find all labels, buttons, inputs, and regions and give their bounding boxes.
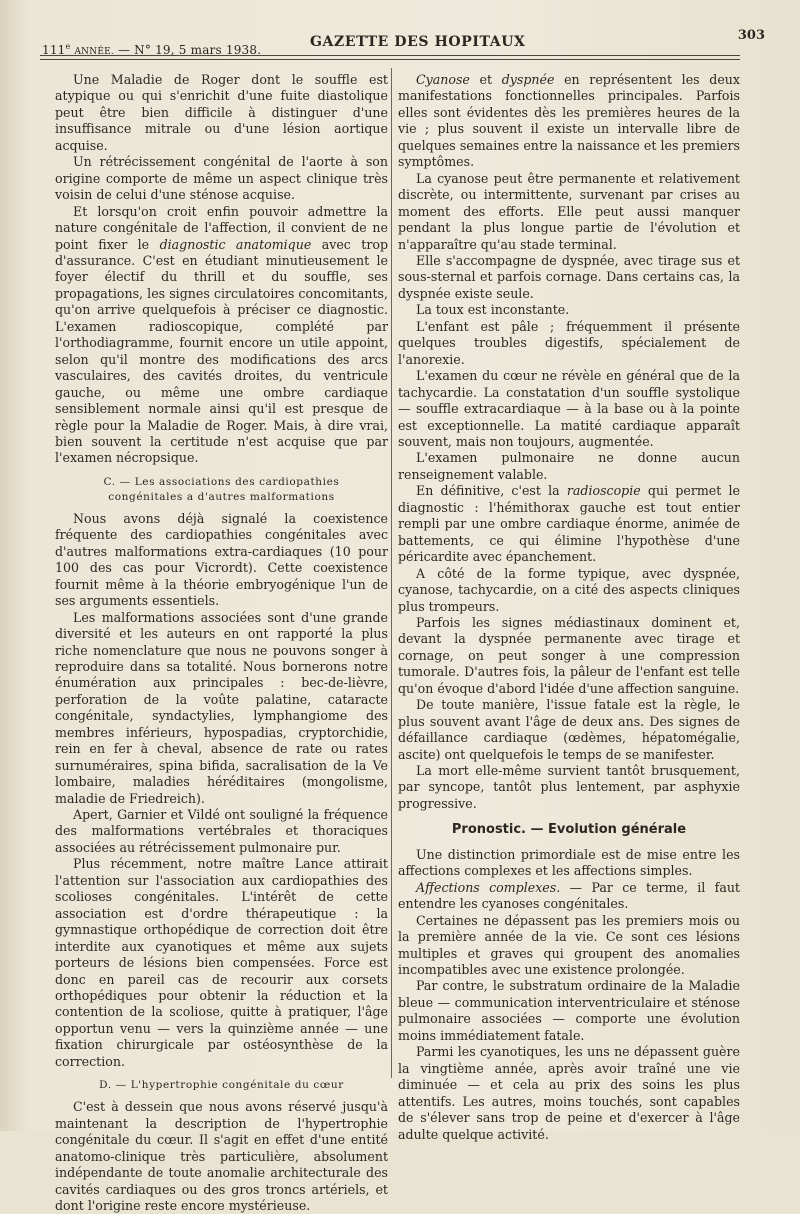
left-column (55, 72, 388, 1214)
paragraph: L'enfant est pâle ; fréquemment il présente quelques troubles digestifs, spécialement de l'anorexie. (398, 318, 740, 367)
journal-title: GAZETTE DES HOPITAUX (310, 34, 526, 50)
paragraph (398, 880, 740, 913)
page-number: 303 (737, 28, 765, 43)
paragraph: Apert, Garnier et Vildé ont souligné la fréquence des malformations vertébrales et thoraciques associées au rétrécissement pulmonaire pur. (55, 807, 388, 855)
emphasis: radioscopie (566, 483, 641, 499)
paragraph: Certaines ne dépassent pas les premiers mois ou la première année de la vie. Ce sont ces lésions multiples et graves qui groupent des anomalies incompatibles avec une existence prolongée. (398, 912, 740, 978)
paragraph: Par contre, le substratum ordinaire de la Maladie bleue — communication interventriculaire et sténose pulmonaire associées — comporte une évolution moins immédiatement fatale. (398, 978, 740, 1043)
text-run: Et lorsqu'on croit enfin pouvoir admettre la nature congénitale de l'affection, il convient de ne point fixer le (55, 203, 388, 252)
section-heading: Pronostic. — Evolution générale (451, 822, 687, 838)
paragraph: Une distinction primordiale est de mise entre les affections complexes et les affections simples. (398, 846, 740, 879)
text-run: en représentent les deux manifestations fonctionnelles principales. Parfois elles sont évidentes dès les premières heures de la vie ; plus souvent il existe un intervalle libre de quelques semaines entre la naissance et les premiers symptômes. (398, 72, 740, 170)
emphasis: Cyanose (416, 72, 470, 87)
section-title-line: C. — Les associations des cardiopathies (103, 475, 340, 488)
issue-date: — N° 19, 5 mars 1938. (117, 43, 262, 57)
paragraph: Parfois les signes médiastinaux dominent et, devant la dyspnée permanente avec tirage et cornage, on peut songer à une compression tumorale. D'autres fois, la pâleur de l'enfant est telle qu'on évoque d'abord l'idée d'une affection sanguine. (398, 614, 740, 696)
volume-number: 111 (42, 43, 66, 57)
text-run: avec trop d'assurance. C'est en étudiant minutieusement le foyer électif du thrill et du souffle, ses propagations, les signes circulatoires concomitants, qu'on arrive quelquefois à préciser ce diagnostic. L'examen radioscopique, complété par l'orthodiagramme, fournit encore un utile appoint, selon qu'il montre des modifications des arcs vasculaires, des cavités droites, du ventricule gauche, ou même une ombre cardiaque sensiblement normale ainsi qu'il est presque de règle pour la Maladie de Roger. Mais, à dire vrai, bien souvent la certitude n'est acquise que par l'examen nécropsique. (55, 236, 389, 466)
paragraph: La toux est inconstante. (416, 302, 570, 318)
paragraph: A côté de la forme typique, avec dyspnée, cyanose, tachycardie, on a cité des aspects cliniques plus trompeurs. (398, 565, 740, 614)
right-column (398, 72, 740, 1143)
paragraph: Parmi les cyanotiques, les uns ne dépassent guère la vingtième année, après avoir traîné une vie diminuée — et cela au prix des soins les plus attentifs. Les autres, moins touchés, sont capables de s'élever sans trop de peine et d'exercer à l'âge adulte quelque activité. (398, 1044, 740, 1142)
header-rule-2 (40, 59, 740, 60)
emphasis: diagnostic anatomique (159, 236, 312, 252)
section-c-title (55, 475, 388, 505)
paragraph: La cyanose peut être permanente et relativement discrète, ou intermittente, survenant par crises au moment des efforts. Elle peut aussi manquer pendant la plus longue partie de l'évolution et n'apparaître qu'au stade terminal. (398, 170, 740, 252)
section-title-line: congénitales a d'autres malformations (108, 490, 335, 503)
text-run: qui permet le diagnostic : l'hémithorax gauche est tout entier rempli par une ombre cardiaque énorme, animée de battements, ce qui élimine l'hypothèse d'une péricardite avec épanchement. (398, 483, 741, 565)
header-rule (40, 55, 740, 56)
paragraph: De toute manière, l'issue fatale est la règle, le plus souvent avant l'âge de deux ans. Des signes de défaillance cardiaque (œdèmes, hépatomégalie, ascite) ont quelquefois le temps de se manifester. (398, 697, 740, 762)
paragraph (398, 72, 740, 171)
paragraph: Une Maladie de Roger dont le souffle est atypique ou qui s'enrichit d'une fuite diastolique peut être bien difficile à distinguer d'une insuffisance mitrale ou d'une lésion aortique acquise. (55, 72, 388, 153)
page-header (30, 28, 765, 56)
paragraph: Plus récemment, notre maître Lance attirait l'attention sur l'association aux cardiopathies des scolioses congénitales. L'intérêt de cette association est d'ordre thérapeutique : la gymnastique orthopédique de correction doit être interdite aux cyanotiques et même aux sujets porteurs de lésions bien compensées. Force est donc en pareil cas de recourir aux corsets orthopédiques pour obtenir la réduction et la contention de la scoliose, quitte à pratiquer, l'âge opportun venu — vers la quinzième année — une fixation chirurgicale par ostéosynthèse de la correction. (55, 856, 388, 1069)
emphasis: Affections complexes. (416, 879, 561, 895)
paragraph: La mort elle-même survient tantôt brusquement, par syncope, tantôt plus lentement, par asphyxie progressive. (398, 763, 740, 811)
paragraph (398, 483, 740, 565)
paragraph: L'examen du cœur ne révèle en général que de la tachycardie. La constatation d'un souffle systolique — souffle extracardiaque — à la base ou à la pointe est exceptionnelle. La matité cardiaque apparaît souvent, mais non toujours, augmentée. (398, 368, 740, 449)
text-run: En définitive, c'est la (416, 483, 567, 499)
year-label: ANNÉE. (74, 47, 114, 57)
paragraph (55, 204, 388, 467)
paragraph: Nous avons déjà signalé la coexistence fréquente des cardiopathies congénitales avec d'autres malformations extra-cardiaques (10 pour 100 des cas pour Vicrordt). Cette coexistence fournit même à la théorie embryogénique l'un de ses arguments essentiels. (55, 510, 388, 609)
paragraph: L'examen pulmonaire ne donne aucun renseignement valable. (398, 450, 740, 482)
emphasis: dyspnée (501, 72, 555, 87)
volume-suffix: e (65, 42, 71, 51)
paragraph: Un rétrécissement congénital de l'aorte à son origine comporte de même un aspect clinique très voisin de celui d'une sténose acquise. (55, 154, 388, 203)
text-run: — Par ce terme, il faut entendre les cyanoses congénitales. (398, 879, 740, 912)
text-run: et (469, 72, 502, 87)
section-d-title: D. — L'hypertrophie congénitale du cœur (99, 1079, 344, 1092)
paragraph: C'est à dessein que nous avons réservé jusqu'à maintenant la description de l'hypertrophie congénitale du cœur. Il s'agit en effet d'une entité anatomo-clinique très particulière, absolument indépendante de toute anomalie architecturale des cavités cardiaques ou des gros troncs artériels, et dont l'origine reste encore mystérieuse. (55, 1099, 388, 1213)
column-divider (391, 68, 392, 1078)
paragraph: Elle s'accompagne de dyspnée, avec tirage sus et sous-sternal et parfois cornage. Dans certains cas, la dyspnée existe seule. (398, 252, 740, 301)
paragraph: Les malformations associées sont d'une grande diversité et les auteurs en ont rapporté la plus riche nomenclature que nous ne pouvons songer à reproduire dans sa totalité. Nous bornerons notre énumération aux principales : bec-de-lièvre, perforation de la voûte palatine, cataracte congénitale, syndactylies, lymphangiome des membres inférieurs, hypospadias, cryptorchidie, rein en fer à cheval, absence de rate ou rates surnuméraires, spina bifida, sacralisation de la Ve lombaire, maladies héréditaires (mongolisme, maladie de Friedreich). (55, 609, 388, 806)
